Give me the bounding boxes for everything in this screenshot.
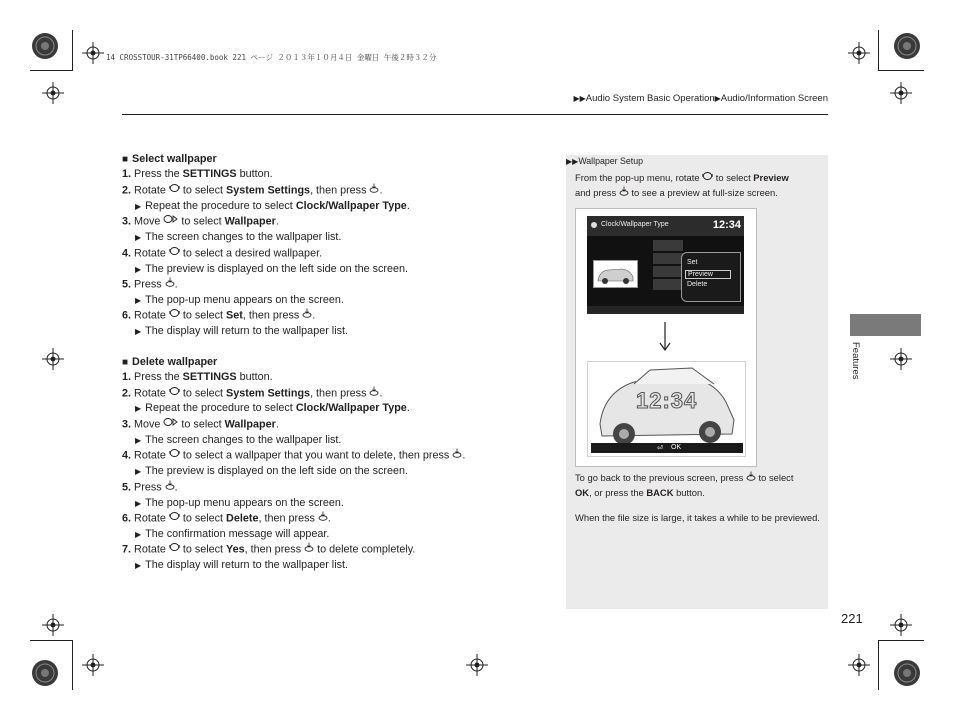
enter-button-icon	[452, 448, 462, 463]
sidebar-size-note: When the file size is large, it takes a while to be previewed.	[575, 512, 820, 523]
step-text: .	[327, 512, 331, 525]
step-bold: Wallpaper	[224, 418, 276, 431]
step-number: 1.	[122, 371, 132, 384]
selector-knob-icon	[169, 511, 180, 526]
step-number: 1.	[122, 168, 132, 181]
enter-button-icon: ⏎	[657, 445, 663, 452]
step-item	[122, 246, 552, 262]
sidebar-intro: From the pop-up menu, rotate to select Preview and press to see a preview at full-size screen.	[575, 171, 821, 201]
step-number: 5.	[122, 481, 132, 494]
selector-knob-icon	[169, 308, 180, 323]
file-header: 14 CROSSTOUR-31TP66400.book 221 ページ ２０１３年１０月４日 金曜日 午後２時３２分	[106, 53, 437, 62]
step-bold: SETTINGS	[182, 168, 237, 181]
step-text: .	[462, 449, 466, 462]
selector-knob-icon	[169, 246, 180, 261]
enter-button-icon	[304, 542, 314, 557]
popup-option-preview[interactable]: Preview	[685, 270, 731, 279]
step-list	[122, 167, 552, 339]
crop-mark	[30, 70, 73, 71]
step-bold: Yes	[226, 543, 245, 556]
enter-button-icon	[619, 186, 629, 201]
step-result	[122, 262, 552, 277]
step-result-text: .	[406, 402, 410, 415]
step-text: to select	[181, 418, 225, 431]
screen-clock: 12:34	[712, 219, 741, 231]
step-result-text: The screen changes to the wallpaper list.	[145, 231, 342, 244]
step-number: 5.	[122, 278, 132, 291]
step-item	[122, 214, 552, 230]
step-text: , then press	[310, 387, 367, 400]
reference-icon: ▶▶	[566, 157, 579, 166]
step-result-text: The preview is displayed on the left side on the screen.	[145, 262, 409, 275]
crop-mark	[30, 640, 73, 641]
crop-mark	[878, 70, 924, 71]
step-result	[122, 401, 552, 416]
registration-mark	[890, 82, 912, 104]
step-text: to select	[182, 543, 227, 556]
chapter-tab	[850, 314, 921, 336]
step-text: , then press	[242, 309, 300, 322]
step-text: Rotate	[134, 247, 166, 260]
step-result	[122, 293, 552, 308]
arrow-down-icon	[657, 322, 673, 352]
popup-option-set[interactable]: Set	[687, 259, 698, 266]
preview-footer	[591, 443, 743, 453]
preview-clock: 12:34	[636, 388, 698, 413]
step-result-text: The display will return to the wallpaper list.	[145, 325, 348, 338]
step-text: to select	[182, 512, 227, 525]
crop-mark	[878, 30, 879, 70]
breadcrumb-item: Audio/Information Screen	[720, 93, 828, 104]
step-item	[122, 448, 552, 464]
step-text: Press	[134, 481, 162, 494]
step-number: 4.	[122, 247, 132, 260]
arrow-right-icon: ▶	[135, 233, 142, 243]
step-result	[122, 558, 552, 573]
selector-knob-icon	[169, 386, 180, 401]
step-number: 3.	[122, 418, 132, 431]
color-dial-mark	[893, 32, 921, 60]
color-dial-mark	[31, 32, 59, 60]
step-text: .	[275, 418, 279, 431]
crop-mark	[72, 640, 73, 690]
step-text: Rotate	[134, 449, 166, 462]
step-number: 4.	[122, 449, 132, 462]
step-text: to delete completely.	[317, 543, 416, 556]
step-item	[122, 511, 552, 527]
step-bold: SETTINGS	[182, 371, 237, 384]
selector-knob-icon	[702, 171, 713, 186]
step-text: .	[174, 278, 178, 291]
step-text: to select	[182, 184, 227, 197]
step-result-text: The preview is displayed on the left side on the screen.	[145, 465, 409, 478]
step-result-text: .	[406, 199, 410, 212]
wallpaper-thumbnail	[593, 260, 638, 288]
registration-mark	[42, 82, 64, 104]
step-text: .	[379, 184, 383, 197]
step-text: button.	[236, 168, 273, 181]
step-item	[122, 308, 552, 324]
sidebar-back-note: To go back to the previous screen, press to select OK, or press the BACK button.	[575, 472, 794, 498]
registration-mark	[466, 654, 488, 676]
step-result	[122, 433, 552, 448]
arrow-right-icon: ▶▶	[573, 94, 586, 103]
page-number: 221	[841, 611, 863, 626]
registration-mark	[848, 654, 870, 676]
step-result-text: Repeat the procedure to select	[145, 199, 296, 212]
arrow-right-icon: ▶	[135, 404, 142, 414]
step-bold: System Settings	[226, 184, 311, 197]
step-result	[122, 230, 552, 245]
enter-button-icon	[369, 183, 379, 198]
step-text: Rotate	[134, 512, 166, 525]
selector-knob-icon	[169, 448, 180, 463]
crop-mark	[878, 640, 924, 641]
ok-button[interactable]: OK	[671, 444, 682, 451]
square-bullet-icon: ■	[122, 154, 129, 165]
preview-screen	[587, 361, 746, 457]
screen-title: Clock/Wallpaper Type	[601, 221, 669, 228]
step-number: 2.	[122, 387, 132, 400]
step-text: Press	[134, 278, 162, 291]
arrow-right-icon: ▶	[135, 327, 142, 337]
step-result	[122, 199, 552, 214]
arrow-right-icon: ▶	[135, 467, 142, 477]
color-dial-mark	[893, 659, 921, 687]
registration-mark	[42, 614, 64, 636]
step-text: , then press	[310, 184, 367, 197]
enter-button-icon	[746, 471, 756, 486]
wallpaper-list	[653, 240, 683, 292]
arrow-right-icon: ▶	[135, 529, 142, 539]
step-result	[122, 324, 552, 339]
step-result	[122, 496, 552, 511]
step-bold: System Settings	[226, 387, 311, 400]
step-text: to select	[182, 387, 227, 400]
section-heading: ■ Select wallpaper	[122, 153, 217, 165]
wallpaper-list-screen	[587, 216, 744, 314]
breadcrumb	[573, 93, 828, 104]
registration-mark	[890, 348, 912, 370]
selector-knob-icon	[169, 183, 180, 198]
breadcrumb-item: Audio System Basic Operation	[585, 93, 715, 104]
step-result-bold: Clock/Wallpaper Type	[295, 199, 407, 212]
crop-mark	[72, 30, 73, 70]
step-text: Rotate	[134, 387, 166, 400]
popup-option-delete[interactable]: Delete	[687, 281, 708, 288]
step-result-bold: Clock/Wallpaper Type	[295, 402, 407, 415]
step-bold: Wallpaper	[224, 215, 276, 228]
step-result-text: Repeat the procedure to select	[145, 402, 296, 415]
step-list	[122, 370, 552, 574]
registration-mark	[890, 614, 912, 636]
sidebar-title: ▶▶Wallpaper Setup	[566, 156, 644, 166]
step-bold: Delete	[226, 512, 259, 525]
step-item	[122, 277, 552, 293]
step-text: Press the	[134, 371, 183, 384]
selector-knob-icon	[169, 542, 180, 557]
enter-button-icon	[369, 386, 379, 401]
step-text: .	[379, 387, 383, 400]
main-content	[122, 152, 552, 574]
enter-button-icon	[318, 511, 328, 526]
step-number: 2.	[122, 184, 132, 197]
step-text: Rotate	[134, 184, 166, 197]
arrow-right-icon: ▶	[135, 264, 142, 274]
step-item	[122, 167, 552, 182]
step-number: 3.	[122, 215, 132, 228]
registration-mark	[82, 654, 104, 676]
step-text: Rotate	[134, 309, 166, 322]
step-text: to select	[181, 215, 225, 228]
step-item	[122, 370, 552, 385]
step-text: .	[275, 215, 279, 228]
step-text: to select	[182, 309, 227, 322]
popup-menu	[681, 252, 741, 302]
step-item	[122, 417, 552, 433]
step-bold: Set	[226, 309, 243, 322]
step-result-text: The screen changes to the wallpaper list.	[145, 433, 342, 446]
step-number: 6.	[122, 309, 132, 322]
step-text: to select a wallpaper that you want to delete, then press	[182, 449, 450, 462]
step-item	[122, 480, 552, 496]
registration-mark	[42, 348, 64, 370]
step-text: button.	[236, 371, 273, 384]
step-item	[122, 183, 552, 199]
section-heading: ■ Delete wallpaper	[122, 355, 218, 368]
step-text: .	[312, 309, 316, 322]
step-item	[122, 542, 552, 558]
arrow-right-icon: ▶	[135, 201, 142, 211]
enter-button-icon	[165, 480, 175, 495]
step-item	[122, 386, 552, 402]
arrow-right-icon: ▶	[135, 435, 142, 445]
step-text: to select a desired wallpaper.	[182, 247, 323, 260]
step-result-text: The display will return to the wallpaper list.	[145, 559, 348, 572]
square-bullet-icon: ■	[122, 356, 129, 368]
step-text: Move	[134, 215, 161, 228]
menu-icon	[591, 222, 597, 228]
interface-dial-move-icon	[163, 214, 178, 229]
step-result-text: The pop-up menu appears on the screen.	[145, 293, 344, 306]
step-result	[122, 464, 552, 479]
enter-button-icon	[302, 308, 312, 323]
step-number: 7.	[122, 543, 132, 556]
registration-mark	[848, 42, 870, 64]
arrow-right-icon: ▶	[135, 498, 142, 508]
registration-mark	[82, 42, 104, 64]
step-result	[122, 527, 552, 542]
step-text: Move	[134, 418, 161, 431]
step-text: Rotate	[134, 543, 166, 556]
step-text: , then press	[244, 543, 302, 556]
arrow-right-icon: ▶	[135, 295, 142, 305]
arrow-right-icon: ▶	[714, 94, 721, 103]
step-text: Press the	[134, 168, 183, 181]
color-dial-mark	[31, 659, 59, 687]
header-rule	[122, 114, 828, 115]
step-result-text: The pop-up menu appears on the screen.	[145, 496, 344, 509]
step-text: , then press	[258, 512, 315, 525]
crop-mark	[878, 640, 879, 690]
step-number: 6.	[122, 512, 132, 525]
step-result-text: The confirmation message will appear.	[145, 527, 330, 540]
arrow-right-icon: ▶	[135, 561, 142, 571]
enter-button-icon	[165, 277, 175, 292]
step-text: .	[174, 481, 178, 494]
interface-dial-move-icon	[163, 417, 178, 432]
chapter-label: Features	[850, 342, 861, 380]
